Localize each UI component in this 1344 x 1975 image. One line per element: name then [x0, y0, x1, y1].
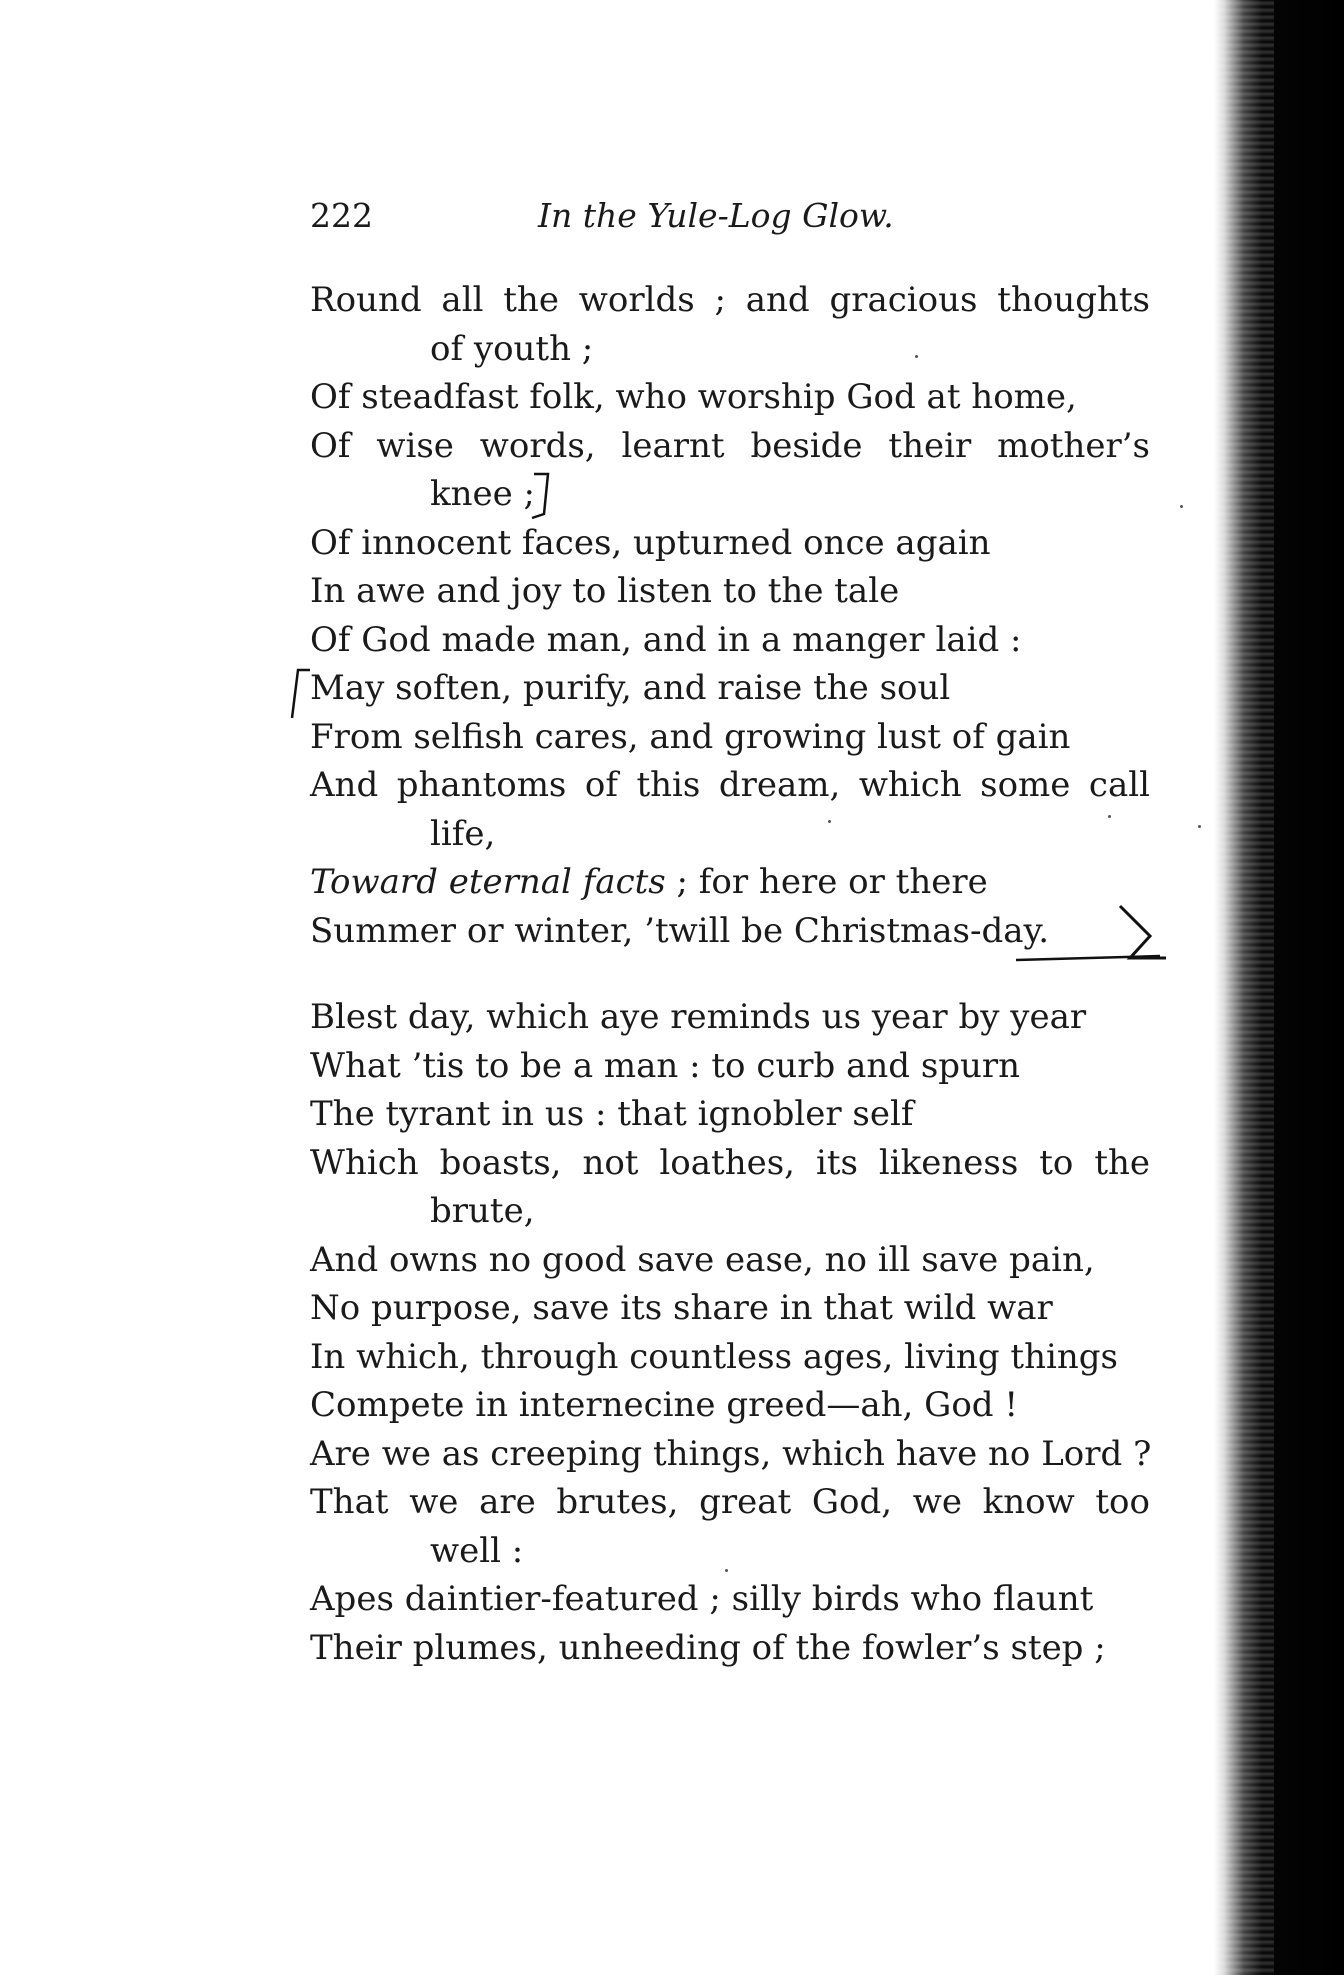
- binding-shadow: [1214, 0, 1344, 1975]
- poem-line: Of God made man, and in a manger laid :: [310, 619, 1022, 660]
- poem-line: From selfish cares, and growing lust of gain: [310, 716, 1071, 757]
- christmas-line-text: Summer or winter, ’twill be Christmas-day.: [310, 910, 1050, 951]
- poem-line: In which, through countless ages, living things: [310, 1336, 1118, 1377]
- italic-phrase: Toward eternal facts: [310, 862, 666, 902]
- poem-line: No purpose, save its share in that wild war: [310, 1288, 1053, 1328]
- scan-grain: [1214, 0, 1274, 1975]
- stanza-2: [310, 993, 1150, 1672]
- poem-line: Apes daintier-featured ; silly birds who flaunt: [310, 1579, 1094, 1619]
- stanza-1: [310, 276, 1150, 858]
- poem-line: brute,: [430, 1191, 535, 1231]
- poem-line-italic: [310, 858, 1150, 907]
- running-head: [310, 196, 1210, 240]
- line-rest: ; for here or there: [665, 862, 988, 902]
- poem-line: That we are brutes, great God, we know too: [310, 1482, 1150, 1522]
- poem-line: What ’tis to be a man : to curb and spurn: [310, 1045, 1021, 1086]
- poem-line: Of steadfast folk, who worship God at home,: [310, 377, 1077, 417]
- poem-line: Round all the worlds ; and gracious thoughts: [310, 280, 1150, 320]
- stanza-break: [310, 955, 1150, 993]
- poem-line: And owns no good save ease, no ill save pain,: [310, 1239, 1095, 1280]
- speck: [1108, 815, 1111, 818]
- poem-line: Are we as creeping things, which have no Lord ?: [310, 1433, 1152, 1474]
- poem-line: In awe and joy to listen to the tale: [310, 571, 900, 611]
- speck: [725, 1569, 728, 1572]
- poem-line: The tyrant in us : that ignobler self: [310, 1094, 914, 1134]
- poem-line: May soften, purify, and raise the soul: [310, 668, 951, 708]
- speck: [1198, 825, 1201, 828]
- speck: [828, 820, 831, 823]
- poem-line: Blest day, which aye reminds us year by year: [310, 997, 1087, 1037]
- poem-line: Their plumes, unheeding of the fowler’s step ;: [310, 1627, 1106, 1668]
- poem-line: Which boasts, not loathes, its likeness to the: [310, 1142, 1150, 1183]
- speck: [1180, 505, 1183, 508]
- poem-line: Of innocent faces, upturned once again: [310, 522, 991, 563]
- poem-line: life,: [430, 813, 496, 854]
- poem-line-christmas: [310, 907, 1150, 956]
- poem-text: [310, 276, 1150, 1672]
- poem-line: Of wise words, learnt beside their mother’s: [310, 425, 1150, 466]
- poem-line: Compete in internecine greed—ah, God !: [310, 1385, 1019, 1425]
- poem-line: well :: [430, 1530, 524, 1571]
- speck: [915, 355, 918, 358]
- page-title: In the Yule-Log Glow.: [538, 196, 894, 235]
- poem-line: And phantoms of this dream, which some call: [310, 765, 1150, 805]
- poem-line: of youth ;: [430, 328, 594, 369]
- poem-line: knee ;: [430, 474, 536, 514]
- page-number: 222: [310, 196, 373, 235]
